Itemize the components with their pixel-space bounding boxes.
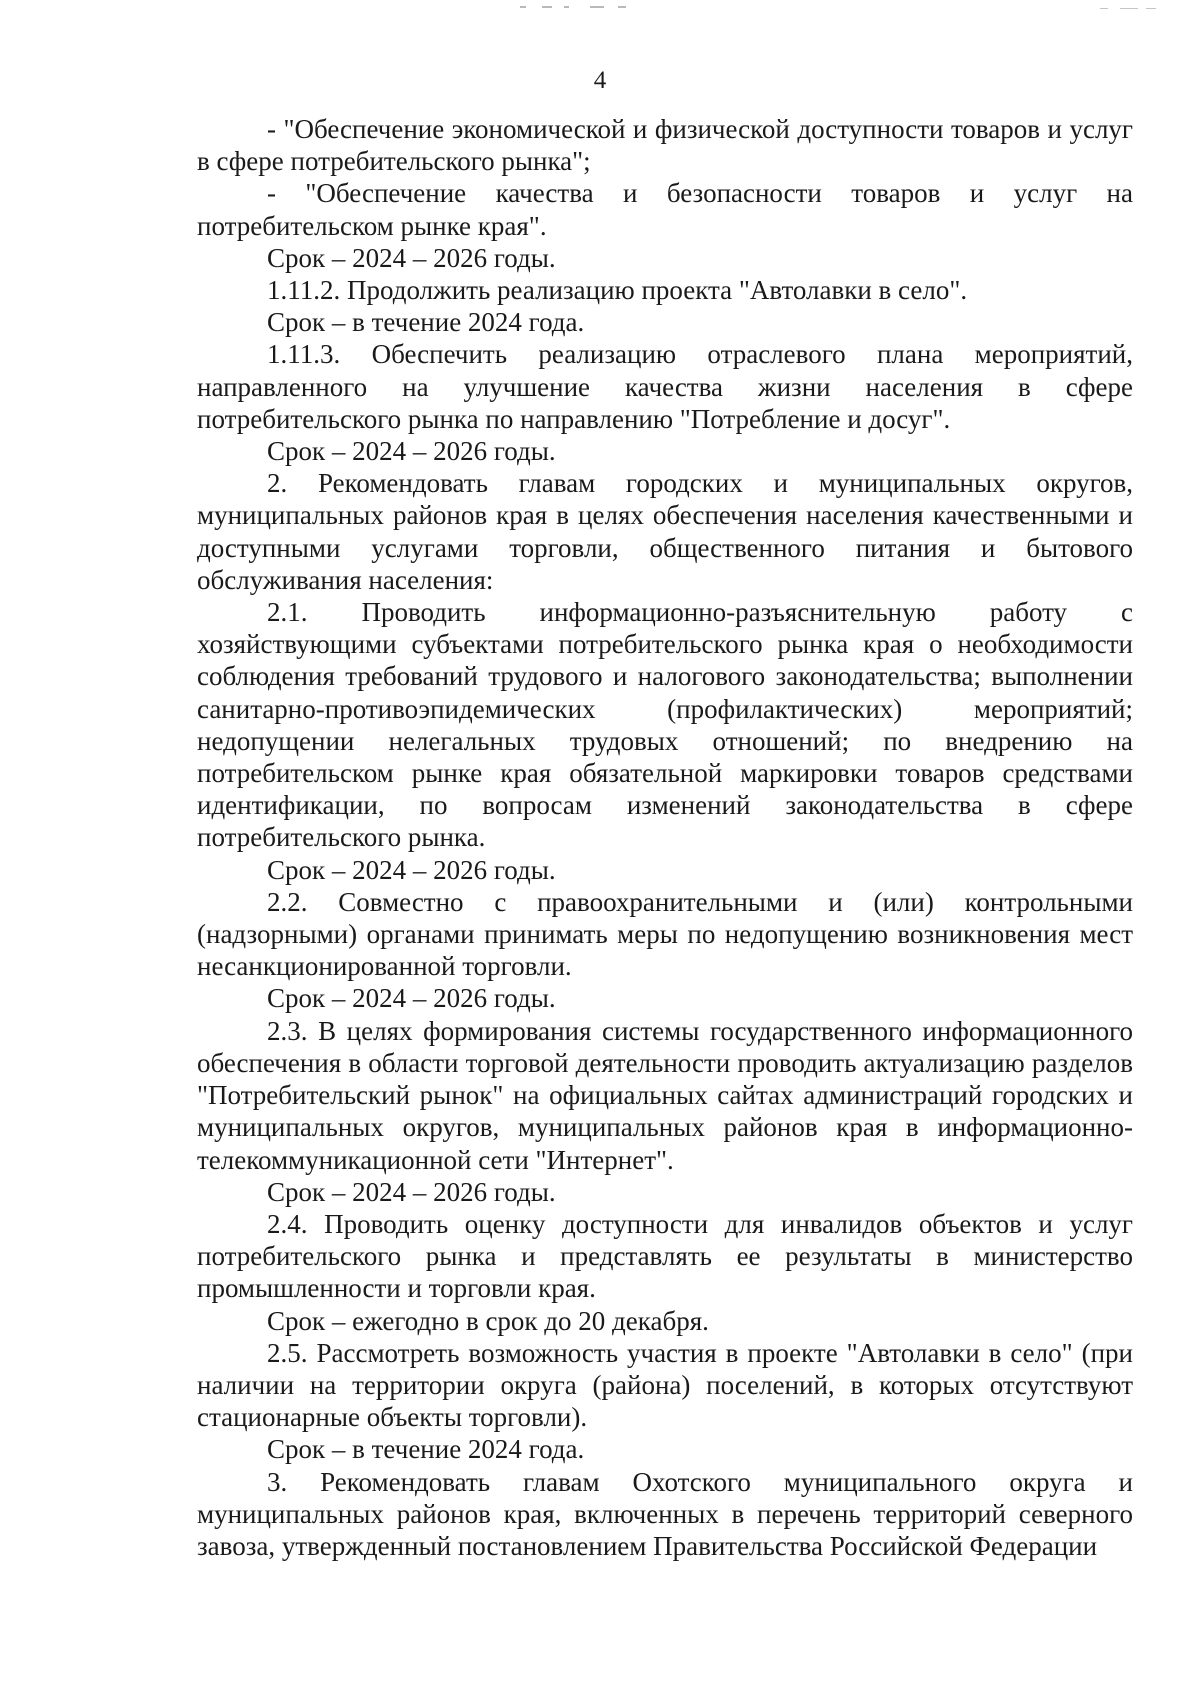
deadline-line: Срок – в течение 2024 года. (267, 307, 585, 338)
deadline-line: Срок – 2024 – 2026 годы. (267, 854, 556, 885)
page-number: 4 (593, 67, 607, 94)
deadline-line: Срок – в течение 2024 года. (267, 1434, 585, 1465)
deadline-line: Срок – 2024 – 2026 годы. (267, 983, 556, 1014)
scan-artifact-top (520, 2, 660, 12)
paragraph-3: 3. Рекомендовать главам Охотского муниципального округа и муниципальных районов края, включенных в перечень территорий северного завоза, утвержденный постановлением Правительства Российской Федерации (197, 1466, 1133, 1561)
deadline-line: Срок – 2024 – 2026 годы. (267, 1176, 556, 1207)
paragraph-2-3: 2.3. В целях формирования системы государственного информационного обеспечения в области торговой деятельности проводить актуализацию разделов "Потребительский рынок" на официальных сайтах администраций городских и муниципальных округов, муниципальных районов края в информационно-телекоммуникационной сети "Интернет". (197, 1015, 1133, 1175)
deadline-line: Срок – ежегодно в срок до 20 декабря. (267, 1305, 709, 1336)
paragraph-1-11-3: 1.11.3. Обеспечить реализацию отраслевого плана мероприятий, направленного на улучшение качества жизни населения в сфере потребительского рынка по направлению "Потребление и досуг". (197, 339, 1133, 434)
scan-artifact-top-right (1100, 6, 1160, 12)
paragraph-dash-2: - "Обеспечение качества и безопасности товаров и услуг на потребительском рынке края". (197, 178, 1133, 241)
paragraph-2-5: 2.5. Рассмотреть возможность участия в проекте "Автолавки в село" (при наличии на территории округа (района) поселений, в которых отсутствуют стационарные объекты торговли). (197, 1337, 1133, 1433)
paragraph-1-11-2: 1.11.2. Продолжить реализацию проекта "Автолавки в село". (267, 275, 968, 306)
paragraph-dash-1: - "Обеспечение экономической и физической доступности товаров и услуг в сфере потребительского рынка"; (197, 114, 1133, 177)
deadline-line: Срок – 2024 – 2026 годы. (267, 436, 556, 467)
paragraph-2-4: 2.4. Проводить оценку доступности для инвалидов объектов и услуг потребительского рынка и представлять ее результаты в министерство промышленности и торговли края. (197, 1208, 1133, 1304)
paragraph-2-2: 2.2. Совместно с правоохранительными и (или) контрольными (надзорными) органами принимать меры по недопущению возникновения мест несанкционированной торговли. (197, 886, 1133, 982)
paragraph-2-1: 2.1. Проводить информационно-разъяснительную работу с хозяйствующими субъектами потребительского рынка края о необходимости соблюдения требований трудового и налогового законодательства; выполнении санитарно-противоэпидемических (профилактических) мероприятий; недопущении нелегальных трудовых отношений; по внедрению на потребительском рынке края обязательной маркировки товаров средствами идентификации, по вопросам изменений законодательства в сфере потребительского рынка. (197, 597, 1133, 853)
deadline-line: Срок – 2024 – 2026 годы. (267, 242, 556, 273)
paragraph-2: 2. Рекомендовать главам городских и муниципальных округов, муниципальных районов края в целях обеспечения населения качественными и доступными услугами торговли, общественного питания и бытового обслуживания населения: (197, 468, 1133, 595)
document-body (197, 113, 1133, 1562)
